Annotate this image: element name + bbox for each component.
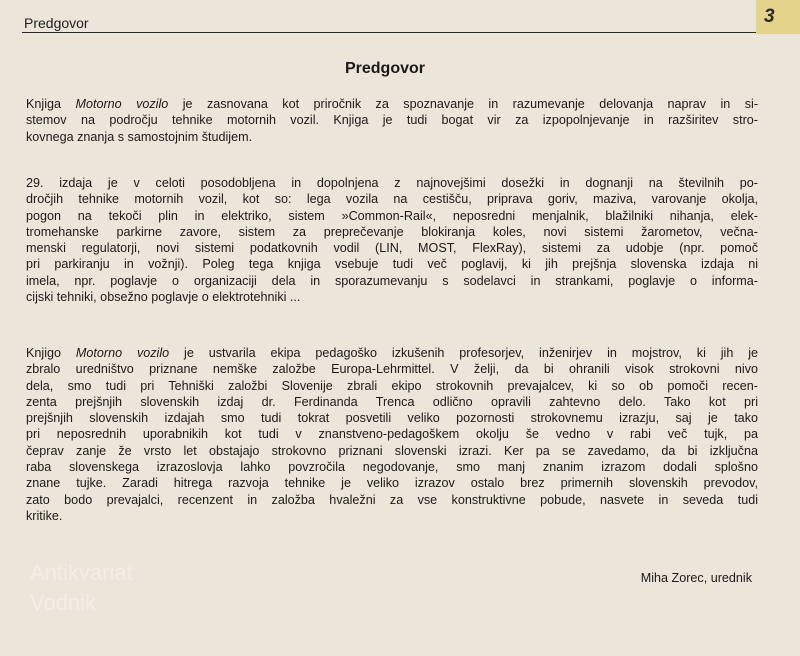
chapter-title: Predgovor [344, 60, 425, 77]
text-line: imela, npr. poglavje o organizaciji dela in sporazumevanju s sodelavci in strankami, poglavje o informa- [26, 273, 758, 288]
text-line: menski regulatorji, novi sistemi podatkovnih vodil (LIN, MOST, FlexRay), sistemi za udobje (npr. pomoč [26, 241, 758, 256]
watermark-stamp [30, 558, 133, 618]
text-line: Knjigo Motorno vozilo je ustvarila ekipa pedagoško izkušenih profesorjev, inženirjev in mojstrov, ki jih je [26, 346, 758, 360]
text-line: dela, smo tudi pri Tehniški založbi Slovenije zbrali ekipo strokovnih prevajalcev, ki so ob pomoči recen- [26, 378, 758, 393]
signature: Miha Zorec, urednik [640, 571, 752, 585]
watermark-line: Vodnik [30, 590, 97, 615]
text-line: prejšnjih slovenskih izdajah smo tudi tokrat posvetili veliko pozornosti strokovnemu izrazju, saj je tako [26, 411, 758, 426]
text-line: zbralo uredništvo priznane nemške založbe Europa-Lehrmittel. V želji, da bi ohranili visok strokovni nivo [26, 362, 758, 377]
text-line: zenta prejšnjih slovenskih izdaj dr. Ferdinanda Trenca odlično opravili zahtevno delo. Tako kot pri [26, 394, 758, 409]
book-title-italic: Motorno vozilo [75, 97, 169, 111]
text-line: kovnega znanja s samostojnim študijem. [26, 129, 253, 144]
watermark-line: Antikvariat [30, 560, 133, 585]
text-line: čeprav zanje že vrsto let obstajajo strokovno priznani slovenski izrazi. Ker pa se zavedamo, da bi izključna [26, 443, 758, 458]
text-line: znane tujke. Zaradi hitrega razvoja tehnike je veliko izrazov ostalo brez primernih slovenskih prevodov, [26, 476, 758, 491]
header-rule [22, 32, 756, 33]
text-line: zato bodo prevajalci, recenzent in založba hvaležni za vse konstruktivne pobude, nasvete in seveda tudi [26, 492, 758, 507]
text-line: kritike. [26, 508, 63, 523]
text-line: 29. izdaja je v celoti posodobljena in dopolnjena z najnovejšimi dosežki in dognanji na številnih po- [26, 176, 758, 190]
running-head: Predgovor [24, 15, 89, 31]
paragraph-3 [26, 345, 758, 524]
text-line: tromehanske parkirne zavore, sistem za preprečevanje blokiranja koles, novi sistemi žarometov, večna- [26, 224, 758, 239]
text-line: pri neposrednih uporabnikih kot tudi v znanstveno-pedagoškem okolju še vedno v rabi več tujk, pa [26, 427, 758, 442]
text-line: pogon na tekoči plin in elektriko, sistem »Common-Rail«, neposredni menjalnik, blažilniki nihanja, elek- [26, 208, 758, 223]
text-line: Knjiga Motorno vozilo je zasnovana kot priročnik za spoznavanje in razumevanje delovanja naprav in si- [26, 97, 759, 111]
text-line: pri parkiranju in vožnji). Poleg tega knjiga vsebuje tudi več poglavij, ki jih prejšnja slovenska izdaja ni [26, 257, 758, 272]
paragraph-2 [26, 175, 758, 305]
text-line: cijski tehniki, obsežno poglavje o elektrotehniki ... [26, 290, 301, 305]
page-corner-tab [756, 0, 800, 34]
text-line: raba slovenskega izrazoslovja lahko povzročila negodovanje, smo manj znanim izrazom dodali splošno [26, 460, 758, 475]
paragraph-1 [26, 96, 758, 145]
text-line: dročjih tehnike motornih vozil, kot so: lega vozila na cestišču, priprava goriv, maziva, varovanje okolja, [26, 192, 758, 207]
book-title-italic: Motorno vozilo [75, 346, 170, 360]
page-number: 3 [764, 6, 775, 27]
text-line: stemov na področju tehnike motornih vozil. Knjiga je tudi bogat vir za izpopolnjevanje in razširitev stro- [26, 113, 758, 128]
